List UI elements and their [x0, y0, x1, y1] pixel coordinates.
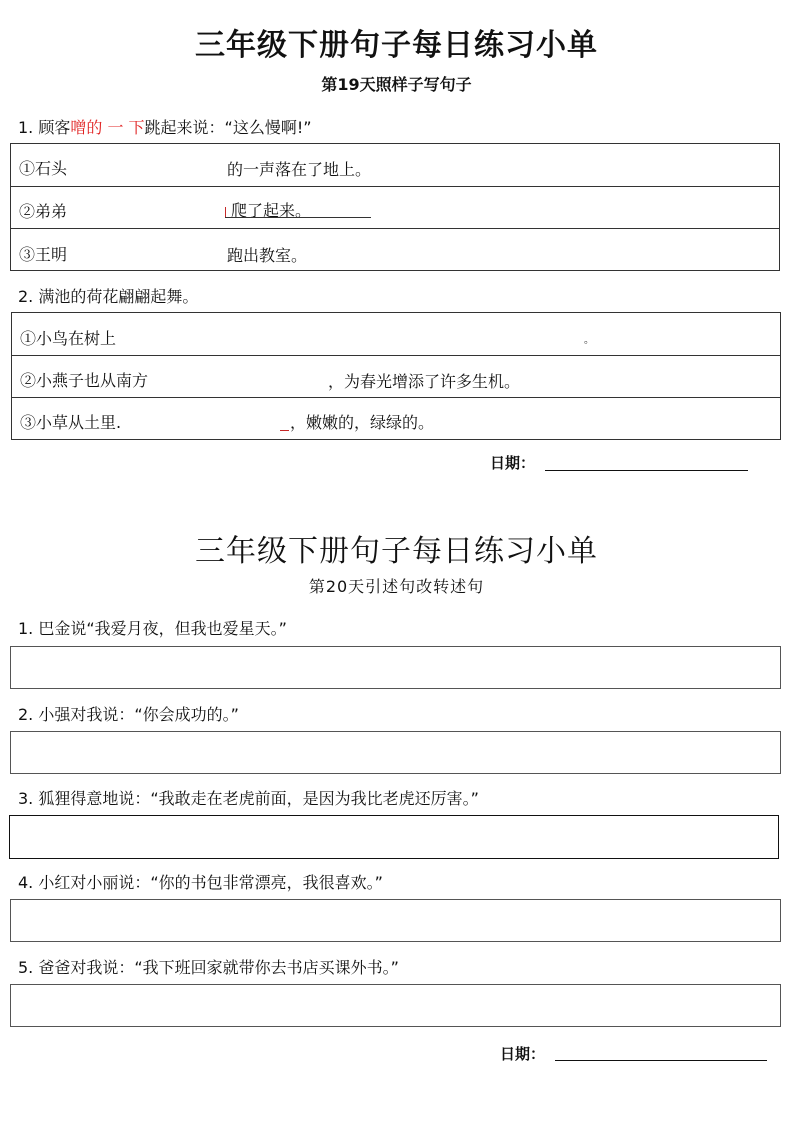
- sheet2-q4-prompt: 4. 小红对小丽说：“你的书包非常漂亮，我很喜欢。”: [18, 873, 383, 892]
- sheet2-q2-prompt: 2. 小强对我说：“你会成功的。”: [18, 705, 239, 724]
- sheet1-subtitle: 第19天照样子写句子: [321, 75, 472, 94]
- sheet2-subtitle: 第20天引述句改转述句: [308, 577, 485, 596]
- q2-row-divider: [12, 355, 780, 356]
- sheet1-q2-prompt: 2. 满池的荷花翩翩起舞。: [18, 287, 199, 306]
- q2-row2-right: ，为春光增添了许多生机。: [328, 372, 521, 391]
- sheet2-q1-prompt: 1. 巴金说“我爱月夜，但我也爱星天。”: [18, 619, 287, 638]
- sheet2-q4-answer-box[interactable]: [10, 899, 781, 942]
- q1-row-divider: [11, 228, 779, 229]
- sheet2-q3-prompt: 3. 狐狸得意地说：“我敢走在老虎前面，是因为我比老虎还厉害。”: [18, 789, 479, 808]
- sheet2-title: 三年级下册句子每日练习小单: [195, 534, 598, 569]
- q1-row1-right: 的一声落在了地上。: [227, 160, 372, 179]
- sheet2-date-field[interactable]: [555, 1060, 767, 1061]
- sheet1-date-label: 日期：: [490, 454, 536, 472]
- q1-row2-right: 爬了起来。: [231, 201, 312, 220]
- q2-row1-right: 。: [584, 335, 594, 346]
- sheet2-q3-answer-box[interactable]: [9, 815, 779, 859]
- q1-prefix: 1. 顾客: [18, 118, 71, 137]
- sheet2-date-label: 日期：: [500, 1045, 546, 1063]
- q1-answer-line[interactable]: [225, 217, 371, 218]
- q1-row3-right: 跑出教室。: [227, 246, 308, 265]
- q1-suffix: 跳起来说：“这么慢啊!”: [144, 118, 312, 137]
- sheet1-q1-prompt: [18, 115, 312, 138]
- q2-row3-right: ，嫩嫩的，绿绿的。: [290, 413, 435, 432]
- q2-table: [11, 312, 781, 440]
- handwriting-mark: [280, 430, 289, 431]
- q1-row-divider: [11, 186, 779, 187]
- q2-row3-left: ③小草从土里.: [20, 413, 122, 432]
- sheet2-q5-prompt: 5. 爸爸对我说：“我下班回家就带你去书店买课外书。”: [18, 958, 399, 977]
- q1-row2-left: ②弟弟: [19, 202, 68, 221]
- sheet2-q5-answer-box[interactable]: [10, 984, 781, 1027]
- handwriting-mark: [225, 207, 226, 217]
- sheet2-q2-answer-box[interactable]: [10, 731, 781, 774]
- sheet2-q1-answer-box[interactable]: [10, 646, 781, 689]
- q2-row2-left: ②小燕子也从南方: [20, 371, 149, 390]
- sheet1-date-field[interactable]: [545, 470, 748, 471]
- q1-row3-left: ③王明: [19, 245, 68, 264]
- q2-row1-left: ①小鸟在树上: [20, 329, 117, 348]
- q1-red-word: 噌的 一 下: [70, 118, 145, 137]
- q2-row-divider: [12, 397, 780, 398]
- q1-row1-left: ①石头: [19, 159, 68, 178]
- sheet1-title: 三年级下册句子每日练习小单: [195, 28, 598, 63]
- q1-table: [10, 143, 780, 271]
